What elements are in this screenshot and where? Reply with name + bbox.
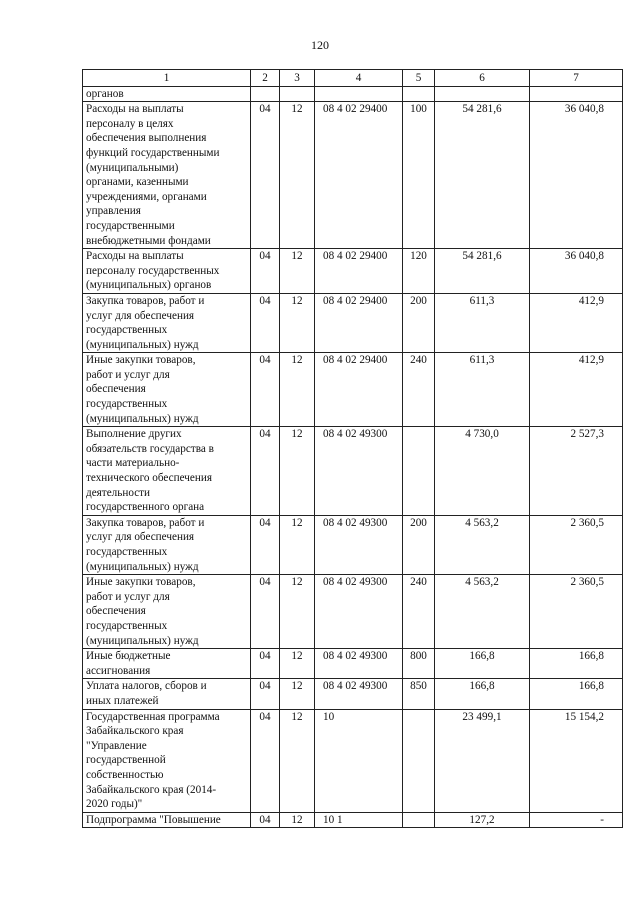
header-cell-5: 5: [403, 70, 435, 87]
row-amount-executed-cell: 412,9: [530, 353, 623, 427]
table-row: [83, 649, 623, 679]
table-row: [83, 293, 623, 352]
row-name-cell: [83, 812, 251, 828]
row-expense-type-cell: [403, 86, 435, 102]
row-amount-executed-cell: 36 040,8: [530, 102, 623, 249]
table-row: [83, 427, 623, 516]
row-amount-cell: 4 563,2: [435, 515, 530, 574]
row-target-code-cell: 08 4 02 29400: [315, 353, 403, 427]
row-name-cell: [83, 249, 251, 294]
row-amount-executed-cell: -: [530, 812, 623, 828]
row-name-cell: [83, 515, 251, 574]
row-section-cell: 04: [251, 427, 280, 516]
row-name-cell: [83, 649, 251, 679]
row-amount-cell: [435, 86, 530, 102]
row-expense-type-cell: 800: [403, 649, 435, 679]
header-cell-6: 6: [435, 70, 530, 87]
row-subsection-cell: 12: [280, 293, 315, 352]
row-section-cell: 04: [251, 649, 280, 679]
row-amount-cell: 611,3: [435, 353, 530, 427]
row-section-cell: 04: [251, 515, 280, 574]
row-name-text: органов: [86, 87, 124, 100]
budget-table: [82, 69, 623, 828]
row-name-cell: [83, 427, 251, 516]
row-name-text: Уплата налогов, сборов и иных платежей: [86, 680, 207, 707]
row-section-cell: 04: [251, 679, 280, 709]
row-expense-type-cell: 850: [403, 679, 435, 709]
row-subsection-cell: [280, 86, 315, 102]
row-amount-executed-cell: [530, 86, 623, 102]
row-target-code-cell: 08 4 02 49300: [315, 427, 403, 516]
row-amount-executed-cell: 15 154,2: [530, 709, 623, 812]
row-name-cell: [83, 293, 251, 352]
row-amount-cell: 127,2: [435, 812, 530, 828]
row-name-text: Выполнение других обязательств государства в части материально- технического обеспечения деятельности государственного органа: [86, 428, 214, 514]
row-name-cell: [83, 86, 251, 102]
header-cell-3: 3: [280, 70, 315, 87]
row-name-text: Иные бюджетные ассигнования: [86, 650, 171, 677]
row-target-code-cell: [315, 86, 403, 102]
row-name-text: Расходы на выплаты персоналу государственных (муниципальных) органов: [86, 250, 220, 292]
row-expense-type-cell: 240: [403, 353, 435, 427]
row-amount-cell: 54 281,6: [435, 102, 530, 249]
table-row: [83, 709, 623, 812]
row-name-text: Государственная программа Забайкальского края "Управление государственной собственностью Забайкальского края (2014- 2020 годы)": [86, 710, 220, 811]
row-target-code-cell: 08 4 02 49300: [315, 679, 403, 709]
row-section-cell: 04: [251, 812, 280, 828]
table-row: [83, 86, 623, 102]
row-target-code-cell: 08 4 02 29400: [315, 293, 403, 352]
row-subsection-cell: 12: [280, 649, 315, 679]
row-expense-type-cell: 200: [403, 515, 435, 574]
row-amount-cell: 166,8: [435, 649, 530, 679]
row-amount-cell: 4 730,0: [435, 427, 530, 516]
row-section-cell: 04: [251, 249, 280, 294]
row-name-text: Расходы на выплаты персоналу в целях обеспечения выполнения функций государственными (муниципальными) органами, казенными учреждениями, органами управления государственными внебюджетными фондами: [86, 103, 220, 247]
row-subsection-cell: 12: [280, 249, 315, 294]
row-expense-type-cell: 120: [403, 249, 435, 294]
row-expense-type-cell: [403, 709, 435, 812]
table-row: [83, 353, 623, 427]
row-section-cell: 04: [251, 575, 280, 649]
row-subsection-cell: 12: [280, 575, 315, 649]
row-amount-cell: 54 281,6: [435, 249, 530, 294]
row-target-code-cell: 10 1: [315, 812, 403, 828]
row-amount-cell: 23 499,1: [435, 709, 530, 812]
table-row: [83, 575, 623, 649]
row-name-text: Подпрограмма "Повышение: [86, 813, 221, 826]
row-amount-executed-cell: 412,9: [530, 293, 623, 352]
row-name-cell: [83, 709, 251, 812]
row-target-code-cell: 08 4 02 49300: [315, 649, 403, 679]
row-amount-executed-cell: 2 360,5: [530, 575, 623, 649]
row-name-cell: [83, 353, 251, 427]
table-row: [83, 812, 623, 828]
row-name-text: Закупка товаров, работ и услуг для обеспечения государственных (муниципальных) нужд: [86, 516, 205, 573]
row-name-text: Иные закупки товаров, работ и услуг для обеспечения государственных (муниципальных) нужд: [86, 354, 199, 425]
row-subsection-cell: 12: [280, 709, 315, 812]
row-name-text: Иные закупки товаров, работ и услуг для обеспечения государственных (муниципальных) нужд: [86, 576, 199, 647]
row-amount-executed-cell: 166,8: [530, 649, 623, 679]
table-header-row: [83, 70, 623, 87]
row-target-code-cell: 08 4 02 49300: [315, 515, 403, 574]
row-section-cell: 04: [251, 293, 280, 352]
row-amount-executed-cell: 36 040,8: [530, 249, 623, 294]
row-expense-type-cell: 240: [403, 575, 435, 649]
row-subsection-cell: 12: [280, 353, 315, 427]
header-cell-4: 4: [315, 70, 403, 87]
row-expense-type-cell: 100: [403, 102, 435, 249]
row-target-code-cell: 10: [315, 709, 403, 812]
row-section-cell: 04: [251, 353, 280, 427]
table-row: [83, 102, 623, 249]
row-name-cell: [83, 679, 251, 709]
header-cell-7: 7: [530, 70, 623, 87]
row-section-cell: 04: [251, 102, 280, 249]
table-row: [83, 679, 623, 709]
table-row: [83, 515, 623, 574]
row-target-code-cell: 08 4 02 29400: [315, 249, 403, 294]
row-section-cell: 04: [251, 709, 280, 812]
header-cell-1: 1: [83, 70, 251, 87]
row-subsection-cell: 12: [280, 812, 315, 828]
row-subsection-cell: 12: [280, 102, 315, 249]
header-cell-2: 2: [251, 70, 280, 87]
row-name-cell: [83, 575, 251, 649]
row-amount-executed-cell: 2 527,3: [530, 427, 623, 516]
row-target-code-cell: 08 4 02 49300: [315, 575, 403, 649]
row-subsection-cell: 12: [280, 515, 315, 574]
row-name-cell: [83, 102, 251, 249]
row-expense-type-cell: [403, 427, 435, 516]
row-subsection-cell: 12: [280, 679, 315, 709]
table-row: [83, 249, 623, 294]
row-amount-executed-cell: 2 360,5: [530, 515, 623, 574]
row-subsection-cell: 12: [280, 427, 315, 516]
row-name-text: Закупка товаров, работ и услуг для обеспечения государственных (муниципальных) нужд: [86, 294, 205, 351]
row-expense-type-cell: [403, 812, 435, 828]
row-expense-type-cell: 200: [403, 293, 435, 352]
page-number: 120: [311, 38, 329, 52]
row-target-code-cell: 08 4 02 29400: [315, 102, 403, 249]
row-section-cell: [251, 86, 280, 102]
row-amount-cell: 611,3: [435, 293, 530, 352]
row-amount-cell: 166,8: [435, 679, 530, 709]
row-amount-cell: 4 563,2: [435, 575, 530, 649]
row-amount-executed-cell: 166,8: [530, 679, 623, 709]
